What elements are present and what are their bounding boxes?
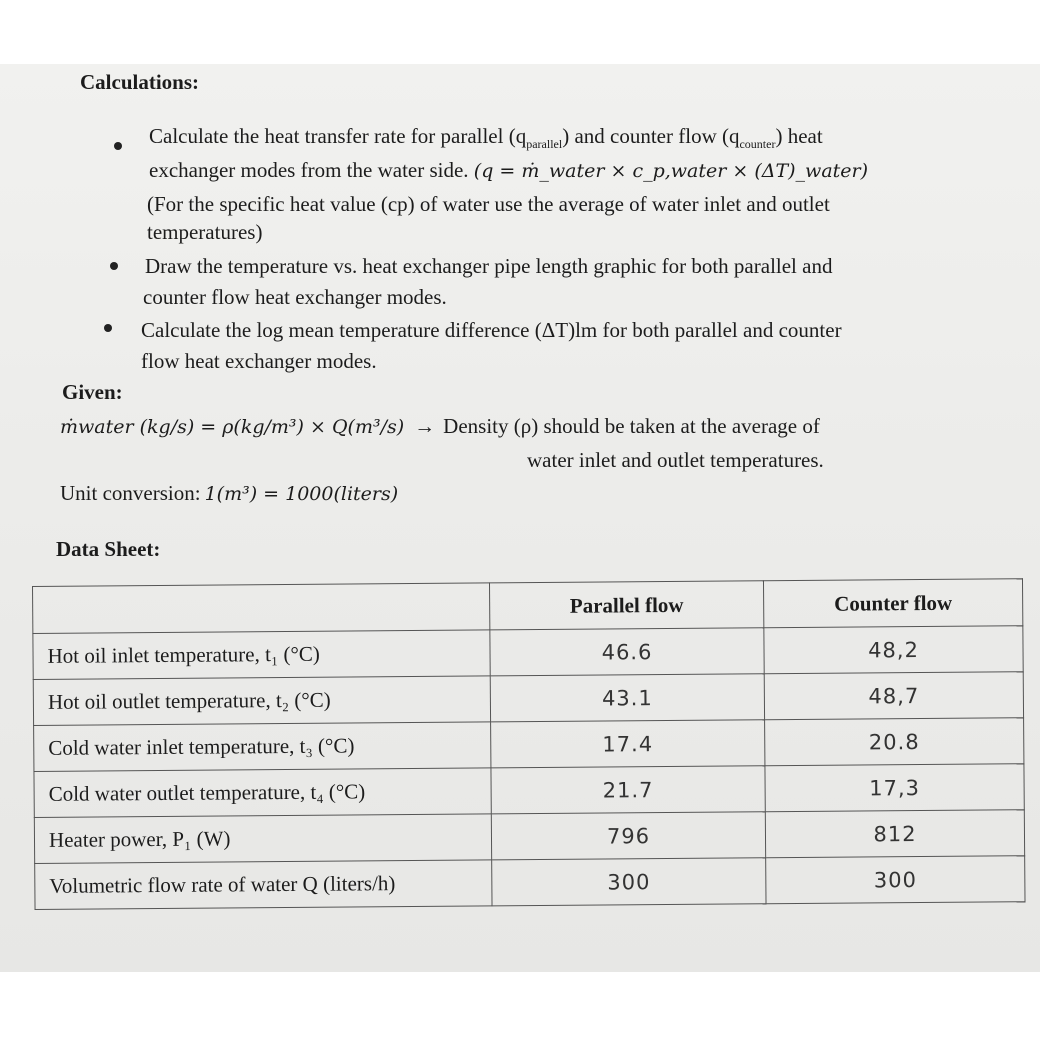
b1-sub-parallel: parallel [526,137,563,152]
row-label: Hot oil inlet temperature, t₁ (°C) [33,630,490,680]
header-blank-cell [33,583,490,634]
counter-value: 300 [766,856,1025,904]
heat-rate-formula: (q = ṁ_water × c_p,water × (ΔT)_water) [473,160,869,182]
table-row [34,764,1024,818]
table-row [35,856,1025,910]
row-label: Heater power, P₁ (W) [34,814,491,864]
table-row [34,718,1024,772]
bullet-2 [110,262,118,270]
parallel-value: 300 [492,858,766,906]
unit-conversion-row [60,481,398,506]
bullet-3-line-2: flow heat exchanger modes. [141,349,377,373]
row-label: Cold water inlet temperature, t₃ (°C) [34,722,491,772]
bullet-2-line-2: counter flow heat exchanger modes. [143,285,447,309]
parallel-value: 43.1 [490,674,764,722]
b1-line2-text: exchanger modes from the water side. [149,158,469,182]
data-sheet-table [32,578,1026,910]
row-label: Volumetric flow rate of water Q (liters/h) [35,860,492,910]
row-label: Hot oil outlet temperature, t₂ (°C) [33,676,490,726]
b1-sub-counter: counter [739,137,776,152]
bullet-1-line-3: (For the specific heat value (cp) of water use the average of water inlet and outlet [147,192,830,216]
mass-flow-formula-row [60,414,820,439]
bullet-2-line-1: Draw the temperature vs. heat exchanger pipe length graphic for both parallel and [145,254,833,278]
parallel-value: 796 [491,812,765,860]
bullet-1 [114,142,122,150]
mass-flow-formula: ṁwater (kg/s) = ρ(kg/m³) × Q(m³/s) [60,416,405,438]
unit-conversion-formula: 1(m³) = 1000(liters) [204,483,399,505]
arrow-icon: → [414,414,436,438]
density-note-line-1: Density (ρ) should be taken at the average of [443,414,820,438]
bullet-1-line-1 [149,124,823,152]
b1-text-a: Calculate the heat transfer rate for parallel (q [149,124,527,148]
table-row [34,810,1024,864]
bullet-1-line-4: temperatures) [147,220,263,244]
given-heading: Given: [62,380,123,404]
counter-value: 48,2 [764,626,1023,674]
table-row [33,672,1023,726]
table-row [33,626,1023,680]
row-label: Cold water outlet temperature, t₄ (°C) [34,768,491,818]
bullet-3-line-1: Calculate the log mean temperature difference (ΔT)lm for both parallel and counter [141,318,842,342]
calculations-heading: Calculations: [80,70,200,94]
parallel-value: 17.4 [491,720,765,768]
parallel-value: 46.6 [490,628,764,676]
counter-value: 48,7 [764,672,1023,720]
datasheet-heading: Data Sheet: [56,537,161,561]
counter-value: 17,3 [765,764,1024,812]
parallel-value: 21.7 [491,766,765,814]
bullet-1-line-2 [149,158,868,183]
unit-conversion-label: Unit conversion: [60,481,201,505]
counter-value: 812 [765,810,1024,858]
bullet-3 [104,324,112,332]
density-note-line-2: water inlet and outlet temperatures. [527,448,824,472]
b1-text-b: ) and counter flow (q [562,124,740,148]
header-counter-flow: Counter flow [763,579,1022,628]
b1-text-c: ) heat [775,124,823,148]
table-header-row [33,579,1023,634]
counter-value: 20.8 [765,718,1024,766]
header-parallel-flow: Parallel flow [489,581,763,630]
